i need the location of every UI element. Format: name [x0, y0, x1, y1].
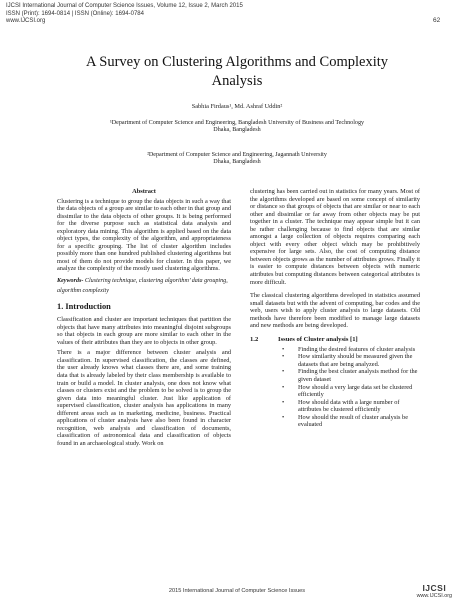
affiliation-1-line-2: Dhaka, Bangladesh	[213, 127, 261, 134]
footer-text: 2015 International Journal of Computer Science Issues	[168, 588, 306, 594]
left-column	[57, 188, 231, 451]
issues-heading	[250, 336, 420, 344]
list-item: • Finding the best cluster analysis method for the given dataset	[282, 368, 418, 384]
paper-title	[20, 53, 454, 91]
intro-paragraph-2: There is a major difference between cluster analysis and classification. In supervised classification, the classes are defined, the user already knows what classes there are, and some training data that is already labeled by their class membership is available to train or build a model. In cluster analysis, one does not know what classes or clusters exist and the problem to be solved is to group the given data into meaningful cluster. Just like application of supervised classification, cluster analysis has applications in many different areas such as in marketing, medicine, business. Practical applications of cluster analysis have also been found in character recognition, web analysis and classification of documents, classification of astronomical data and classification of objects found in an archaeological study. Work on	[57, 349, 231, 447]
issn-line: ISSN (Print): 1694-0814 | ISSN (Online): 1694-0784	[6, 10, 144, 17]
list-item: • How should the result of cluster analysis be evaluated	[282, 413, 408, 429]
bullet-icon: •	[282, 368, 285, 376]
affiliation-1	[20, 120, 454, 135]
intro-heading: 1. Introduction	[57, 302, 111, 312]
title-line-2: Analysis	[211, 73, 263, 89]
website-link[interactable]: www.IJCSI.org	[6, 18, 46, 25]
journal-line: IJCSI International Journal of Computer Science Issues, Volume 12, Issue 2, March 2015	[6, 3, 243, 9]
list-item: • How should data with a large number of attributes be clustered efficiently	[282, 398, 400, 414]
keywords	[57, 277, 231, 296]
title-line-1: A Survey on Clustering Algorithms and Complexity	[85, 54, 389, 70]
bullet-icon: •	[282, 345, 285, 353]
abstract-heading: Abstract	[132, 188, 156, 195]
intro-paragraph-1: Classification and cluster are important techniques that partition the objects that have many attributes into meaningful disjoint subgroups so that objects in each group are more similar to each other in the values of their attributes than they are to objects in other group.	[57, 316, 231, 346]
list-item: • Finding the desired features of cluster analysis	[282, 345, 416, 353]
list-item: • How should a very large data set be clustered efficiently	[282, 383, 413, 399]
bullet-icon: •	[282, 413, 285, 421]
running-header	[6, 3, 243, 26]
logo-mark: IJCSI	[422, 583, 447, 593]
page-number: 62	[433, 17, 441, 24]
issues-section-title: Issues of Cluster analysis [1]	[278, 335, 358, 343]
right-paragraph-1: clustering has been carried out in statistics for many years. Most of the algorithms developed are based on some concept of similarity or distance so that groups of objects that are similar or near to each other and dissimilar or far away from other objects may be put together in a cluster. The technique may appear simple but it can be rather challenging because to find objects that are similar amongst a large collection of objects requires comparing each object with every other object which may be prohibitively expensive for large sets. Also, the cost of computing distance between objects grows as the number of attributes grows. Finally it is easier to compute distances between objects with numeric attributes but computing distances between categorical attributes is more difficult.	[250, 188, 420, 286]
keywords-label: Keywords-	[57, 278, 84, 285]
issues-list	[250, 346, 420, 429]
bullet-icon: •	[282, 398, 285, 406]
affiliation-2-line-2: Dhaka, Bangladesh	[213, 159, 261, 166]
affiliation-1-line-1: ¹Department of Computer Science and Engineering, Bangladesh University of Business and Technology	[109, 120, 365, 126]
affiliation-2-line-1: ²Department of Computer Science and Engineering, Jagannath University	[147, 152, 327, 158]
logo-url[interactable]: www.IJCSI.org	[416, 593, 452, 599]
affiliation-2	[20, 152, 454, 167]
right-column	[250, 188, 420, 429]
bullet-icon: •	[282, 353, 285, 361]
issues-section-number: 1.2	[250, 335, 259, 343]
right-paragraph-2: The classical clustering algorithms developed in statistics assumed small datasets but with the advent of computing, bar codes and the web, users wish to apply cluster analysis to large datasets. Old methods have therefore been modified to manage large datasets and new methods are being developed.	[250, 292, 420, 330]
list-item: • How similarity should be measured given the datasets that are being analyzed.	[282, 353, 413, 368]
bullet-icon: •	[282, 383, 285, 391]
abstract-text: Clustering is a technique to group the data objects in such a way that the data objects of a group are similar to each other in that group and dissimilar to the data objects of other groups. It is being performed for the diverse purpose such as statistical data analysis and exploratory data mining. This algorithm is applied based on the data object types, the complexity of the algorithm, and appropriateness for a specific grouping. The list of cluster algorithm includes possibly more than one hundred published clustering algorithms but most of them do not provide models for cluster. In this paper, we analyze the complexity of the mostly used clustering algorithms.	[57, 197, 231, 273]
keywords-text: Clustering technique, clustering algorithm’ data grouping, algorithm complexity	[57, 278, 228, 294]
journal-logo	[417, 583, 452, 599]
authors: Sabhia Firdaus¹, Md. Ashraf Uddin²	[191, 103, 283, 110]
